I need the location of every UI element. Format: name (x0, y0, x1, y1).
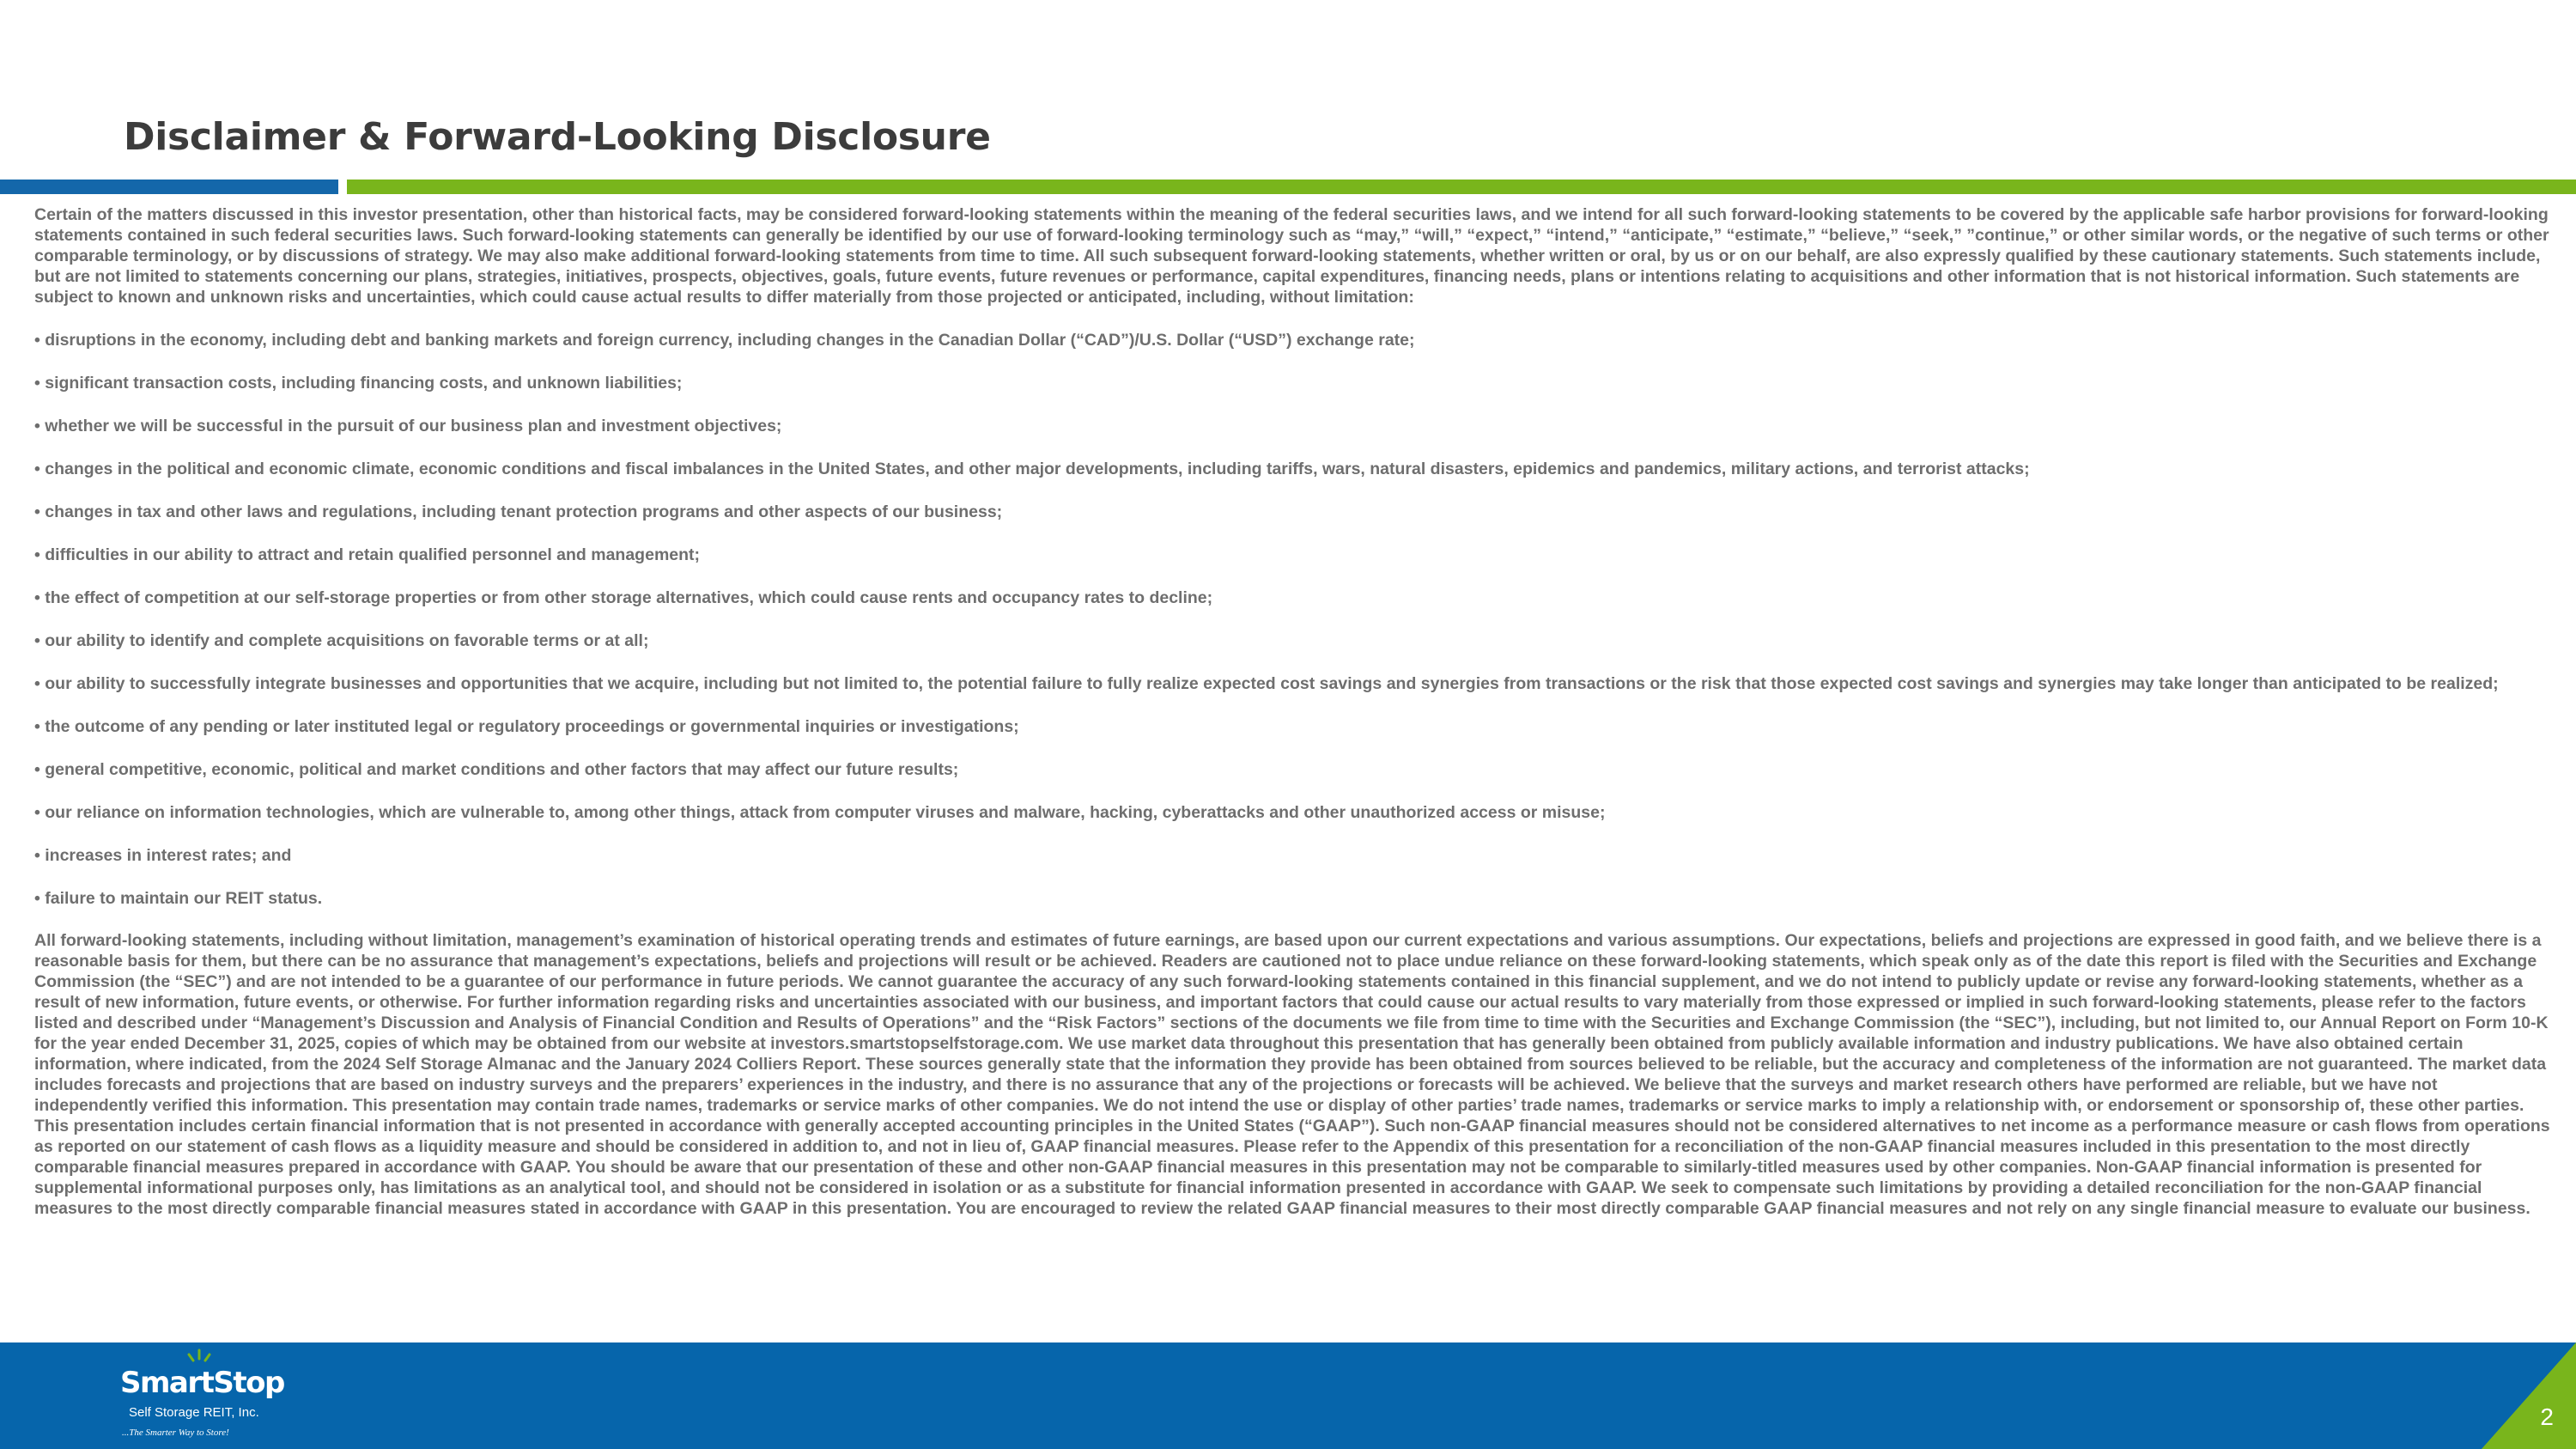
risk-bullet: • general competitive, economic, political and market conditions and other factors that may affect our future results; (34, 760, 959, 779)
disclaimer-body (34, 204, 2550, 1219)
risk-bullet: • whether we will be successful in the pursuit of our business plan and investment objectives; (34, 417, 782, 435)
page-number: 2 (2540, 1403, 2554, 1430)
risk-bullet: • disruptions in the economy, including debt and banking markets and foreign currency, including changes in the Canadian Dollar (“CAD”)/U.S. Dollar (“USD”) exchange rate; (34, 331, 1415, 350)
risk-bullet: • our ability to successfully integrate businesses and opportunities that we acquire, including but not limited to, the potential failure to fully realize expected cost savings and synergies from transactions or the risk that those expected cost savings and synergies may take longer than anticipated to be realized; (34, 674, 2499, 693)
footer-corner-accent (2482, 1342, 2576, 1449)
logo-name: SmartStop (120, 1366, 284, 1400)
risk-bullet: • the outcome of any pending or later instituted legal or regulatory proceedings or governmental inquiries or investigations; (34, 717, 1019, 736)
logo-subtitle: Self Storage REIT, Inc. (129, 1405, 259, 1420)
risk-bullet: • changes in tax and other laws and regulations, including tenant protection programs and other aspects of our business; (34, 502, 1003, 521)
page-title: Disclaimer & Forward-Looking Disclosure (124, 115, 991, 159)
risk-bullet: • the effect of competition at our self-storage properties or from other storage alternatives, which could cause rents and occupancy rates to decline; (34, 588, 1213, 607)
risk-bullet: • changes in the political and economic climate, economic conditions and fiscal imbalances in the United States, and other major developments, including tariffs, wars, natural disasters, epidemics and pandemics, military actions, and terrorist attacks; (34, 460, 2030, 478)
risk-bullet: • failure to maintain our REIT status. (34, 889, 323, 908)
accent-bar-blue (0, 180, 338, 194)
accent-bar-green (347, 180, 2576, 194)
closing-paragraph: All forward-looking statements, including without limitation, management’s examination of historical operating trends and estimates of future earnings, are based upon our current expectations and various assumptions. Our expectations, beliefs and projections are expressed in good faith, and we believe there is a reasonable basis for them, but there can be no assurance that management’s expectations, beliefs and projections will result or be achieved. Readers are cautioned not to place undue reliance on these forward-looking statements, which speak only as of the date this report is filed with the Securities and Exchange Commission (the “SEC”) and are not intended to be a guarantee of our performance in future periods. We cannot guarantee the accuracy of any such forward-looking statements contained in this financial supplement, and we do not intend to publicly update or revise any forward-looking statements, whether as a result of new information, future events, or otherwise. For further information regarding risks and uncertainties associated with our business, and important factors that could cause our actual results to vary materially from those expressed or implied in such forward-looking statements, please refer to the factors listed and described under “Management’s Discussion and Analysis of Financial Condition and Results of Operations” and the “Risk Factors” sections of the documents we file from time to time with the Securities and Exchange Commission (the “SEC”), including, but not limited to, our Annual Report on Form 10-K for the year ended December 31, 2025, copies of which may be obtained from our website at investors.smartstopselfstorage.com. We use market data throughout this presentation that has generally been obtained from publicly available information and industry publications. We have also obtained certain information, where indicated, from the 2024 Self Storage Almanac and the January 2024 Colliers Report. These sources generally state that the information they provide has been obtained from sources believed to be reliable, but the accuracy and completeness of the information are not guaranteed. The market data includes forecasts and projections that are based on industry surveys and the preparers’ experiences in the industry, and there is no assurance that any of the projections or forecasts will be achieved. We believe that the surveys and market research others have performed are reliable, but we have not independently verified this information. This presentation may contain trade names, trademarks or service marks of other companies. We do not intend the use or display of other parties’ trade names, trademarks or service marks to imply a relationship with, or endorsement or sponsorship of, these other parties. This presentation includes certain financial information that is not presented in accordance with generally accepted accounting principles in the United States (“GAAP”). Such non-GAAP financial measures should not be considered alternatives to net income as a performance measure or cash flows from operations as reported on our statement of cash flows as a liquidity measure and should be considered in addition to, and not in lieu of, GAAP financial measures. Please refer to the Appendix of this presentation for a reconciliation of the non-GAAP financial measures included in this presentation to the most directly comparable financial measures prepared in accordance with GAAP. You should be aware that our presentation of these and other non-GAAP financial measures in this presentation may not be comparable to similarly-titled measures used by other companies. Non-GAAP financial information is presented for supplemental informational purposes only, has limitations as an analytical tool, and should not be considered in isolation or as a substitute for financial information presented in accordance with GAAP. We seek to compensate such limitations by providing a detailed reconciliation for the non-GAAP financial measures to the most directly comparable financial measures stated in accordance with GAAP in this presentation. You are encouraged to review the related GAAP financial measures to their most directly comparable GAAP financial measures and not rely on any single financial measure to evaluate our business. (34, 931, 2550, 1218)
company-logo (118, 1349, 290, 1445)
risk-bullet: • difficulties in our ability to attract and retain qualified personnel and management; (34, 545, 701, 564)
risk-bullet: • our ability to identify and complete acquisitions on favorable terms or at all; (34, 631, 649, 650)
footer-bar (0, 1342, 2576, 1449)
risk-bullet: • increases in interest rates; and (34, 846, 292, 865)
risk-bullet: • our reliance on information technologies, which are vulnerable to, among other things, attack from computer viruses and malware, hacking, cyberattacks and other unauthorized access or misuse; (34, 803, 1606, 822)
risk-bullet: • significant transaction costs, including financing costs, and unknown liabilities; (34, 374, 683, 393)
logo-tagline: ...The Smarter Way to Store! (122, 1428, 229, 1438)
intro-paragraph: Certain of the matters discussed in this investor presentation, other than historical facts, may be considered forward-looking statements within the meaning of the federal securities laws, and we intend for all such forward-looking statements to be covered by the applicable safe harbor provisions for forward-looking statements contained in such federal securities laws. Such forward-looking statements can generally be identified by our use of forward-looking terminology such as “may,” “will,” “expect,” “intend,” “anticipate,” “estimate,” “believe,” “seek,” ”continue,” or other similar words, or the negative of such terms or other comparable terminology, or by discussions of strategy. We may also make additional forward-looking statements from time to time. All such subsequent forward-looking statements, whether written or oral, by us or on our behalf, are also expressly qualified by these cautionary statements. Such statements include, but are not limited to statements concerning our plans, strategies, initiatives, prospects, objectives, goals, future events, future revenues or performance, capital expenditures, financing needs, plans or intentions relating to acquisitions and other information that is not historical information. Such statements are subject to known and unknown risks and uncertainties, which could cause actual results to differ materially from those projected or anticipated, including, without limitation: (34, 205, 2549, 307)
